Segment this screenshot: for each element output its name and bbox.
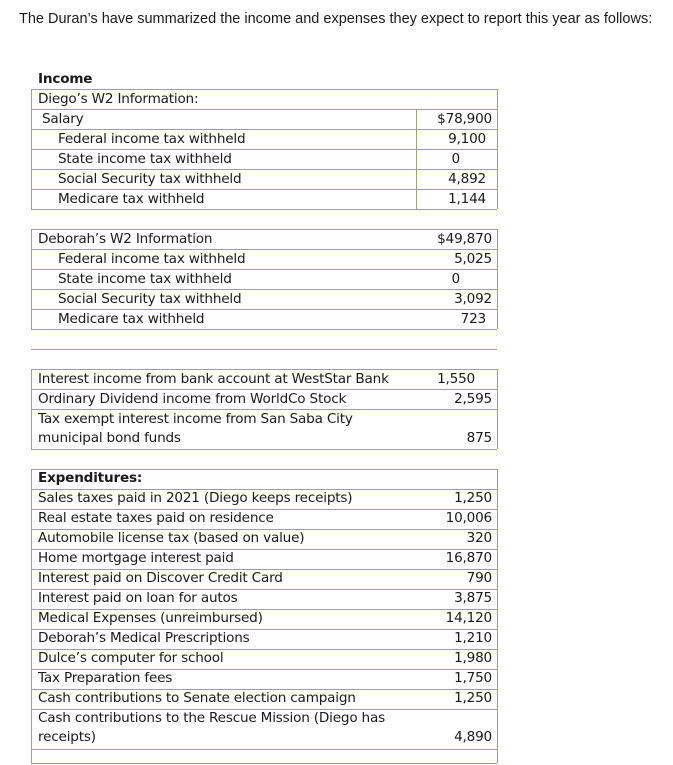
expenditure-label: Home mortgage interest paid — [38, 550, 234, 566]
income-heading: Income — [38, 71, 93, 87]
expenditure-label: Real estate taxes paid on residence — [38, 510, 274, 526]
deborah-federal-value: 5,025 — [454, 251, 492, 267]
deborah-state-label: State income tax withheld — [58, 271, 232, 287]
deborah-ss-value: 3,092 — [454, 291, 492, 307]
diego-federal-value: 9,100 — [448, 131, 486, 147]
expenditure-label-2: receipts) — [38, 729, 96, 745]
interest-income-label: Interest income from bank account at WestStar Bank — [38, 371, 389, 387]
expenditure-value: 14,120 — [445, 610, 492, 626]
diego-state-label: State income tax withheld — [58, 151, 232, 167]
expenditure-value: 3,875 — [454, 590, 492, 606]
expenditure-label: Sales taxes paid in 2021 (Diego keeps receipts) — [38, 490, 353, 506]
deborah-salary-value: $49,870 — [437, 231, 492, 247]
diego-federal-label: Federal income tax withheld — [58, 131, 246, 147]
deborah-federal-label: Federal income tax withheld — [58, 251, 246, 267]
expenditure-value: 1,210 — [454, 630, 492, 646]
deborah-medicare-label: Medicare tax withheld — [58, 311, 205, 327]
expenditure-value: 10,006 — [445, 510, 492, 526]
tax-exempt-value: 875 — [466, 430, 492, 446]
intro-paragraph: The Duran’s have summarized the income and expenses they expect to report this year as follows: — [19, 11, 653, 27]
expenditure-label: Cash contributions to Senate election campaign — [38, 690, 356, 706]
expenditure-value: 1,250 — [454, 490, 492, 506]
expenditure-value: 1,250 — [454, 690, 492, 706]
expenditures-heading: Expenditures: — [38, 470, 143, 486]
expenditure-value: 790 — [466, 570, 492, 586]
deborah-ss-label: Social Security tax withheld — [58, 291, 242, 307]
tax-exempt-label-2: municipal bond funds — [38, 430, 181, 446]
diego-medicare-value: 1,144 — [448, 191, 486, 207]
diego-salary-label: Salary — [42, 111, 84, 127]
expenditure-value: 1,980 — [454, 650, 492, 666]
diego-heading: Diego’s W2 Information: — [38, 91, 199, 107]
expenditure-value: 16,870 — [445, 550, 492, 566]
dividend-income-label: Ordinary Dividend income from WorldCo Stock — [38, 391, 347, 407]
diego-state-value: 0 — [451, 151, 460, 167]
expenditure-label: Interest paid on loan for autos — [38, 590, 238, 606]
expenditure-label: Deborah’s Medical Prescriptions — [38, 630, 250, 646]
expenditure-value: 1,750 — [454, 670, 492, 686]
interest-income-value: 1,550 — [437, 371, 475, 387]
expenditure-label: Tax Preparation fees — [38, 670, 173, 686]
expenditure-label: Cash contributions to the Rescue Mission (Diego has — [38, 710, 385, 726]
expenditure-label: Dulce’s computer for school — [38, 650, 224, 666]
dividend-income-value: 2,595 — [454, 391, 492, 407]
deborah-state-value: 0 — [451, 271, 460, 287]
tax-exempt-label: Tax exempt interest income from San Saba City — [38, 411, 353, 427]
expenditure-label: Medical Expenses (unreimbursed) — [38, 610, 263, 626]
diego-medicare-label: Medicare tax withheld — [58, 191, 205, 207]
deborah-heading: Deborah’s W2 Information — [38, 231, 213, 247]
expenditure-value: 4,890 — [454, 729, 492, 745]
expenditure-label: Interest paid on Discover Credit Card — [38, 570, 283, 586]
diego-salary-value: $78,900 — [437, 111, 492, 127]
expenditure-value: 320 — [466, 530, 492, 546]
deborah-medicare-value: 723 — [460, 311, 486, 327]
diego-ss-value: 4,892 — [448, 171, 486, 187]
expenditure-label: Automobile license tax (based on value) — [38, 530, 305, 546]
diego-ss-label: Social Security tax withheld — [58, 171, 242, 187]
